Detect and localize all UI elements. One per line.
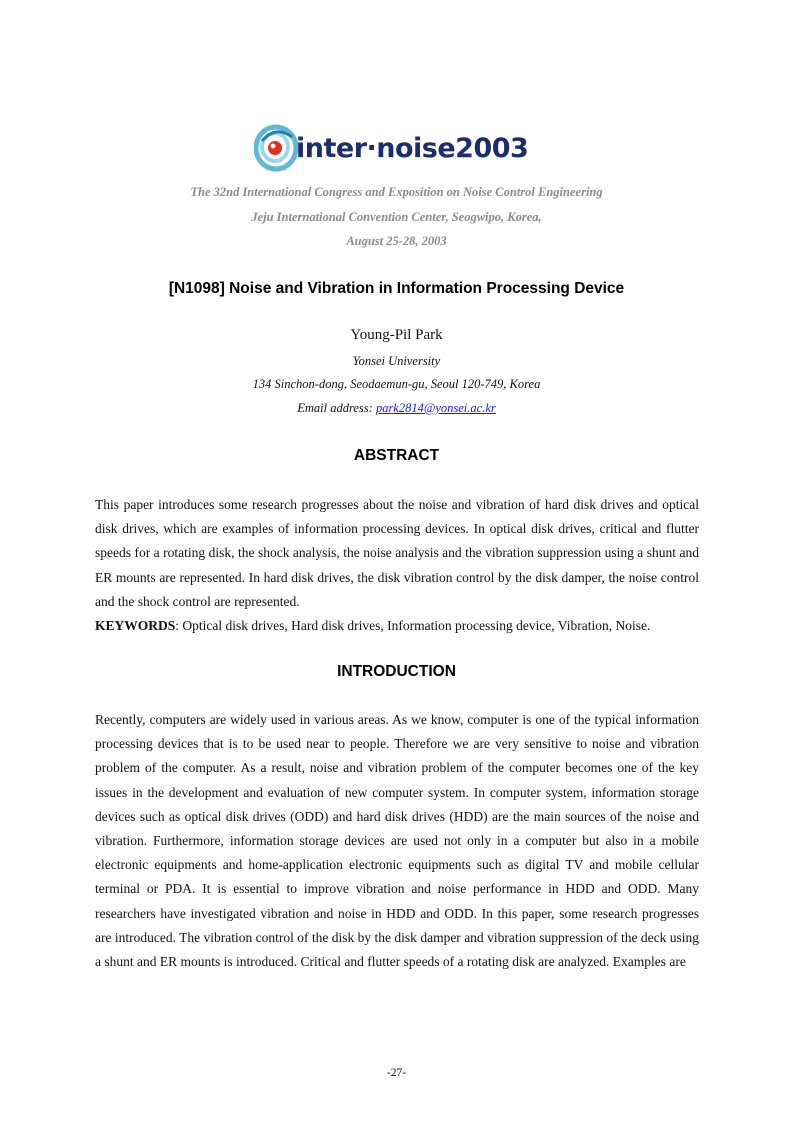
swirl-logo-icon	[254, 121, 300, 175]
conference-logo	[254, 121, 544, 175]
email-label: Email address:	[297, 401, 376, 415]
conference-dates: August 25-28, 2003	[346, 234, 447, 248]
conference-name: The 32nd International Congress and Exposition on Noise Control Engineering	[190, 185, 603, 199]
paper-title: [N1098] Noise and Vibration in Information Processing Device	[168, 280, 625, 297]
keywords-label: KEYWORDS	[95, 618, 176, 633]
introduction-heading: INTRODUCTION	[337, 663, 456, 680]
email-link[interactable]: park2814@yonsei.ac.kr	[375, 401, 496, 415]
conference-venue: Jeju International Convention Center, Seogwipo, Korea,	[251, 210, 542, 224]
author-affiliation: Yonsei University	[352, 354, 441, 368]
author-address: 134 Sinchon-dong, Seodaemun-gu, Seoul 120-749, Korea	[252, 377, 541, 391]
keywords-line	[95, 614, 699, 638]
author-name: Young-Pil Park	[350, 327, 443, 343]
author-email-line	[0, 401, 793, 416]
page-number: -27-	[386, 1067, 407, 1079]
abstract-heading: ABSTRACT	[353, 447, 440, 464]
logo-text: inter·noise2003	[296, 133, 529, 164]
introduction-body: Recently, computers are widely used in various areas. As we know, computer is one of the typical information processing devices that is to be used near to people. Therefore we are very sensitive to noise and vibration problem of the computer. As a result, noise and vibration problem of the computer becomes one of the key issues in the development and evaluation of new computer system. In computer system, information storage devices such as optical disk drives (ODD) and hard disk drives (HDD) are the main sources of the noise and vibration. Furthermore, information storage devices are used not only in a computer but also in a mobile electronic equipments and home-application electronic equipments such as digital TV and mobile cellular terminal or PDA. It is essential to improve vibration and noise performance in HDD and ODD. Many researchers have investigated vibration and noise in HDD and ODD. In this paper, some research progresses are introduced. The vibration control of the disk by the disk damper and vibration suppression of the deck using a shunt and ER mounts is introduced. Critical and flutter speeds of a rotating disk are analyzed. Examples are	[95, 712, 699, 970]
keywords-text: : Optical disk drives, Hard disk drives, Information processing device, Vibration, Noise.	[175, 618, 651, 633]
abstract-body: This paper introduces some research progresses about the noise and vibration of hard disk drives and optical disk drives, which are examples of information processing devices. In optical disk drives, critical and flutter speeds for a rotating disk, the shock analysis, the noise analysis and the vibration suppression using a shunt and ER mounts are represented. In hard disk drives, the disk vibration control by the disk damper, the noise control and the shock control are represented.	[95, 497, 699, 609]
